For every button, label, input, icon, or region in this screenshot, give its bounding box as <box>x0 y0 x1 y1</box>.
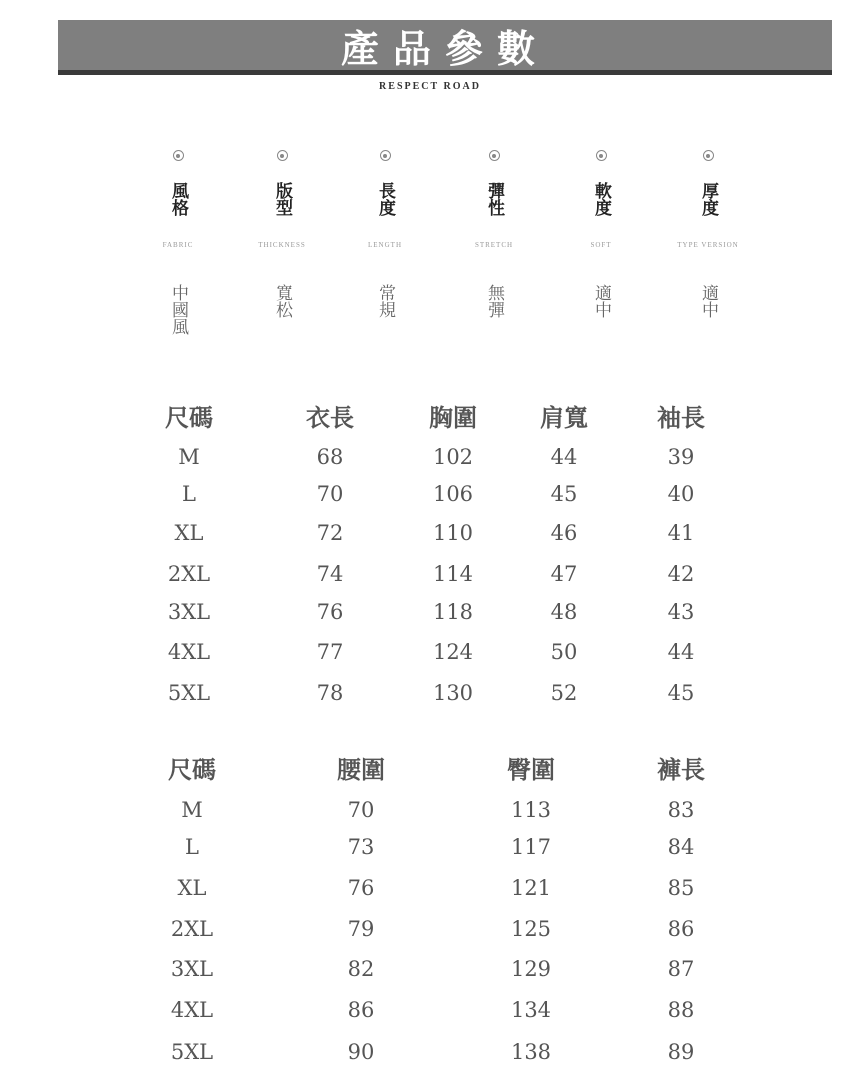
param-english-label: SOFT <box>590 241 612 249</box>
param-value <box>330 284 440 325</box>
param-english-label: FABRIC <box>162 241 194 249</box>
table-cell: 129 <box>510 957 552 981</box>
table-cell: 4XL <box>167 640 211 664</box>
table-cell: 45 <box>667 681 695 705</box>
table-header-cell: 胸圍 <box>429 403 477 432</box>
table-cell: 70 <box>316 482 344 506</box>
table-cell: 4XL <box>170 998 214 1022</box>
table-cell: 138 <box>510 1040 552 1064</box>
table-header-cell: 肩寬 <box>540 403 588 432</box>
table-header-cell: 臀圍 <box>507 755 555 784</box>
param-value <box>227 284 337 325</box>
param-name: 版型 <box>272 182 292 216</box>
table-cell: 40 <box>667 482 695 506</box>
table-cell: 52 <box>550 681 578 705</box>
table-cell: 87 <box>667 957 695 981</box>
table-cell: 48 <box>550 600 578 624</box>
param-value <box>546 284 656 325</box>
table-header-cell: 腰圍 <box>337 755 385 784</box>
param-name: 軟度 <box>591 182 611 216</box>
table-cell: 2XL <box>167 562 211 586</box>
radio-icon <box>380 150 391 161</box>
table-cell: 76 <box>347 876 375 900</box>
table-cell: 41 <box>667 521 695 545</box>
table-cell: 84 <box>667 835 695 859</box>
table-cell: XL <box>174 521 204 545</box>
table-cell: 42 <box>667 562 695 586</box>
table-cell: 117 <box>510 835 552 859</box>
param-value-text: 適中 <box>698 284 718 318</box>
radio-icon <box>703 150 714 161</box>
param-column <box>330 150 440 249</box>
table-cell: 125 <box>510 917 552 941</box>
table-cell: 118 <box>432 600 474 624</box>
table-cell: 130 <box>432 681 474 705</box>
param-name: 長度 <box>375 182 395 216</box>
table-cell: M <box>181 798 203 822</box>
radio-icon <box>596 150 607 161</box>
radio-icon <box>173 150 184 161</box>
table-cell: 44 <box>550 445 578 469</box>
table-cell: 70 <box>347 798 375 822</box>
table-cell: 47 <box>550 562 578 586</box>
table-cell: 78 <box>316 681 344 705</box>
table-cell: 74 <box>316 562 344 586</box>
table-cell: 110 <box>432 521 474 545</box>
param-value-text: 無彈 <box>484 284 504 318</box>
param-value-text: 中國風 <box>168 284 188 335</box>
table-cell: 134 <box>510 998 552 1022</box>
param-value <box>439 284 549 325</box>
table-cell: 106 <box>432 482 474 506</box>
table-cell: 86 <box>667 917 695 941</box>
table-cell: L <box>185 835 199 859</box>
table-cell: L <box>182 482 196 506</box>
table-cell: 83 <box>667 798 695 822</box>
table-cell: 88 <box>667 998 695 1022</box>
table-cell: 114 <box>432 562 474 586</box>
table-cell: 85 <box>667 876 695 900</box>
radio-icon <box>277 150 288 161</box>
param-name: 厚度 <box>698 182 718 216</box>
param-english-label: STRETCH <box>474 241 514 249</box>
param-value <box>123 284 233 342</box>
table-header-cell: 尺碼 <box>168 755 216 784</box>
table-cell: 3XL <box>167 600 211 624</box>
table-cell: 50 <box>550 640 578 664</box>
param-value <box>653 284 763 325</box>
page-subtitle: RESPECT ROAD <box>379 81 481 92</box>
table-cell: 90 <box>347 1040 375 1064</box>
param-english-label: LENGTH <box>368 241 402 249</box>
table-cell: 73 <box>347 835 375 859</box>
param-value-text: 適中 <box>591 284 611 318</box>
table-header-cell: 尺碼 <box>165 403 213 432</box>
table-header-cell: 衣長 <box>306 403 354 432</box>
param-column <box>653 150 763 249</box>
table-cell: 46 <box>550 521 578 545</box>
table-header-cell: 袖長 <box>657 403 705 432</box>
param-name: 彈性 <box>484 182 504 216</box>
table-cell: 68 <box>316 445 344 469</box>
page-title: 產品參數 <box>340 25 549 71</box>
table-cell: 121 <box>510 876 552 900</box>
table-cell: 2XL <box>170 917 214 941</box>
table-cell: 72 <box>316 521 344 545</box>
table-cell: 89 <box>667 1040 695 1064</box>
table-cell: 44 <box>667 640 695 664</box>
param-column <box>227 150 337 249</box>
param-name: 風格 <box>168 182 188 216</box>
table-cell: 79 <box>347 917 375 941</box>
param-english-label: TYPE VERSION <box>677 241 739 249</box>
param-column <box>123 150 233 249</box>
table-cell: XL <box>177 876 207 900</box>
table-cell: 43 <box>667 600 695 624</box>
param-value-text: 寬松 <box>272 284 292 318</box>
table-cell: 82 <box>347 957 375 981</box>
table-cell: 45 <box>550 482 578 506</box>
param-column <box>546 150 656 249</box>
table-cell: 76 <box>316 600 344 624</box>
table-cell: 86 <box>347 998 375 1022</box>
table-header-cell: 褲長 <box>657 755 705 784</box>
table-cell: 5XL <box>167 681 211 705</box>
table-cell: 113 <box>510 798 552 822</box>
radio-icon <box>489 150 500 161</box>
table-cell: 5XL <box>170 1040 214 1064</box>
table-cell: 3XL <box>170 957 214 981</box>
table-cell: 124 <box>432 640 474 664</box>
table-cell: 77 <box>316 640 344 664</box>
title-banner <box>58 20 832 75</box>
table-cell: 102 <box>432 445 474 469</box>
table-cell: M <box>178 445 200 469</box>
param-column <box>439 150 549 249</box>
param-value-text: 常規 <box>375 284 395 318</box>
table-cell: 39 <box>667 445 695 469</box>
param-english-label: THICKNESS <box>258 241 306 249</box>
